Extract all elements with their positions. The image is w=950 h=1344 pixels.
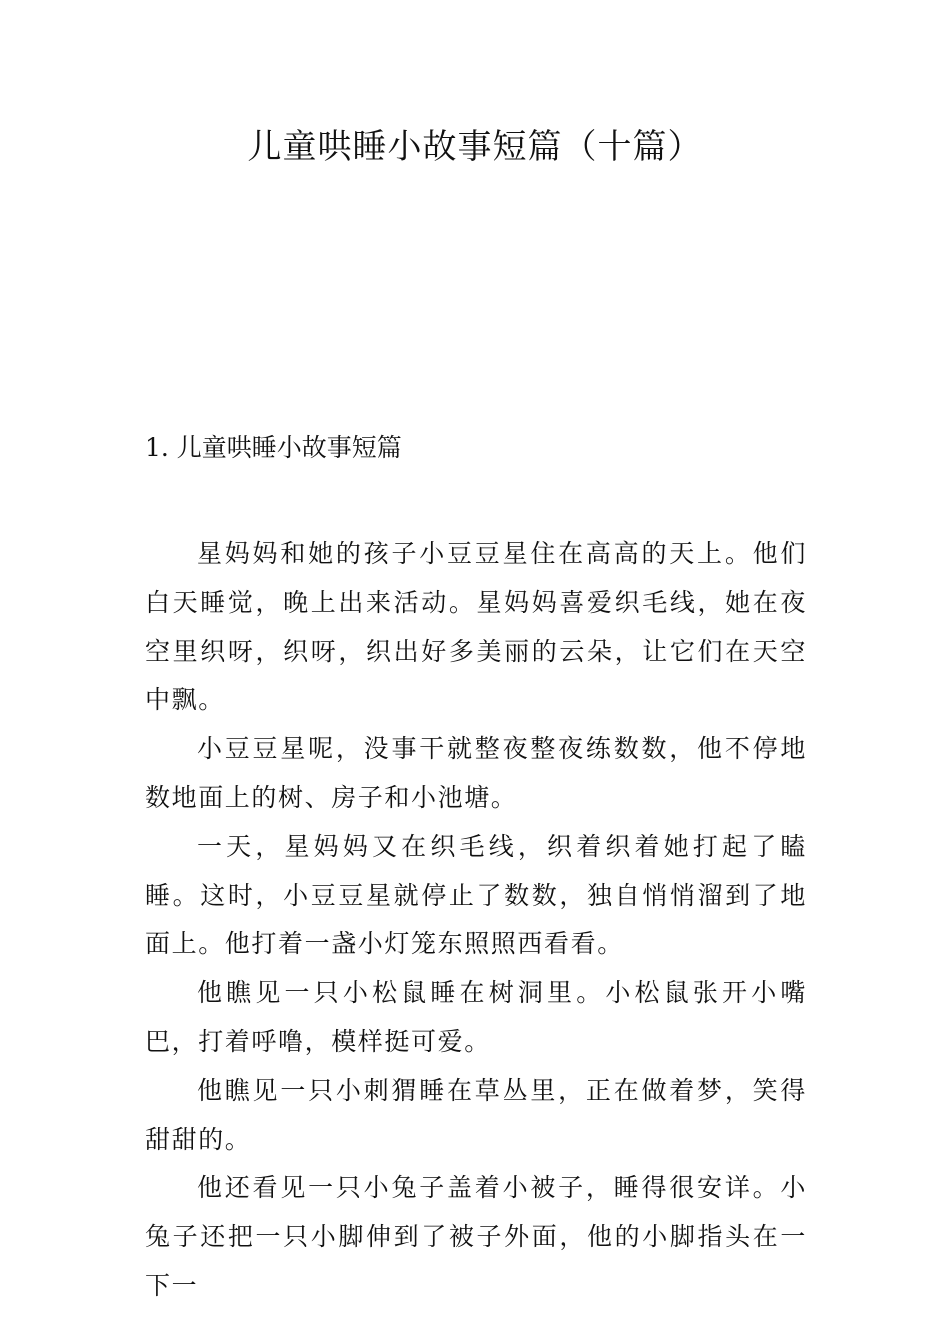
paragraph-2: 小豆豆星呢，没事干就整夜整夜练数数，他不停地数地面上的树、房子和小池塘。: [145, 734, 807, 812]
paragraph-3: 一天，星妈妈又在织毛线，织着织着她打起了瞌睡。这时，小豆豆星就停止了数数，独自悄悄溜到了地面上。他打着一盏小灯笼东照照西看看。: [145, 831, 807, 959]
paragraph-6: 他还看见一只小兔子盖着小被子，睡得很安详。小兔子还把一只小脚伸到了被子外面，他的小脚指头在一下一: [145, 1173, 807, 1300]
paragraph-5: 他瞧见一只小刺猬睡在草丛里，正在做着梦，笑得甜甜的。: [145, 1075, 807, 1154]
document-title: 儿童哄睡小故事短篇（十篇）: [247, 127, 703, 167]
paragraph-1: 星妈妈和她的孩子小豆豆星住在高高的天上。他们白天睡觉，晚上出来活动。星妈妈喜爱织毛线，她在夜空里织呀，织呀，织出好多美丽的云朵，让它们在天空中飘。: [145, 539, 807, 715]
story-body: [145, 530, 807, 1311]
paragraph-4: 他瞧见一只小松鼠睡在树洞里。小松鼠张开小嘴巴，打着呼噜，模样挺可爱。: [145, 978, 807, 1056]
section-heading: 1. 儿童哄睡小故事短篇: [145, 433, 402, 462]
